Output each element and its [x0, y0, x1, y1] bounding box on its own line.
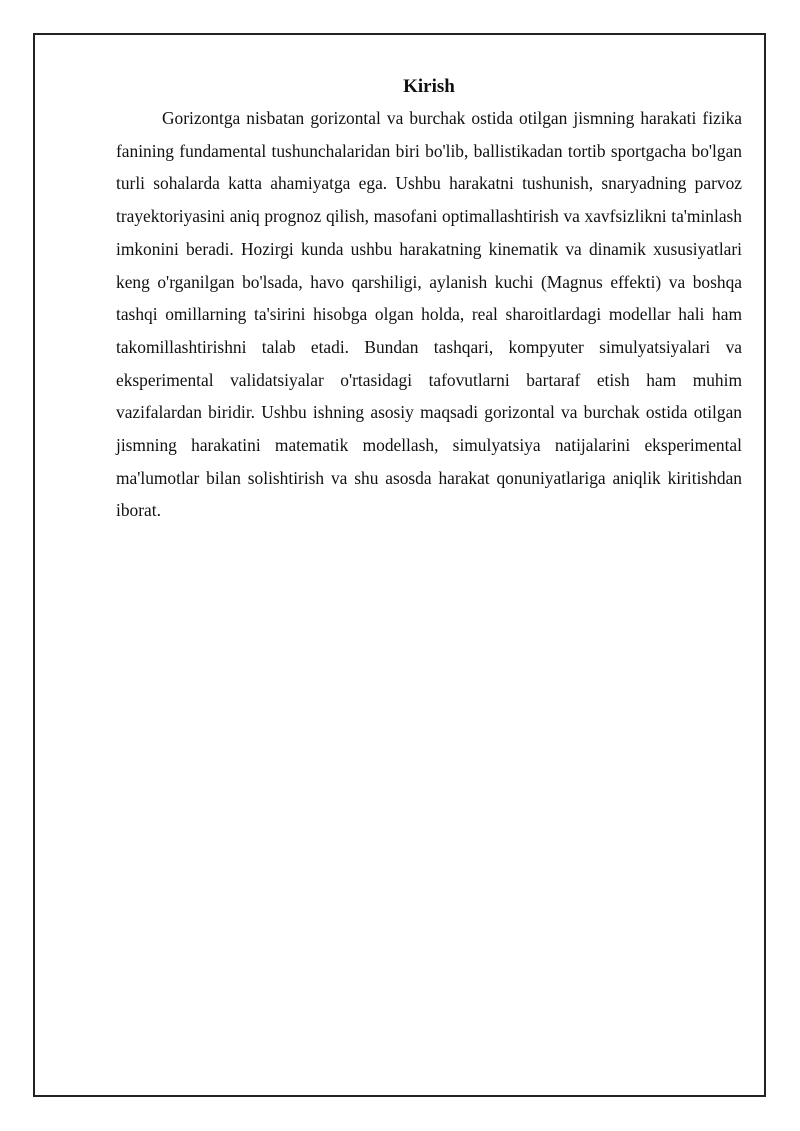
document-body — [116, 74, 742, 527]
section-title: Kirish — [403, 76, 455, 97]
intro-paragraph: Gorizontga nisbatan gorizontal va burchak ostida otilgan jismning harakati fizika fanining fundamental tushunchalaridan biri bo'lib, ballistikadan tortib sportgacha bo'lgan turli sohalarda katta ahamiyatga ega. Ushbu harakatni tushunish, snaryadning parvoz trayektoriyasini aniq prognoz qilish, masofani optimallashtirish va xavfsizlikni ta'minlash imkonini beradi. Hozirgi kunda ushbu harakatning kinematik va dinamik xususiyatlari keng o'rganilgan bo'lsada, havo qarshiligi, aylanish kuchi (Magnus effekti) va boshqa tashqi omillarning ta'sirini hisobga olgan holda, real sharoitlardagi modellar hali ham takomillashtirishni talab etadi. Bundan tashqari, kompyuter simulyatsiyalari va eksperimental validatsiyalar o'rtasidagi tafovutlarni bartaraf etish ham muhim vazifalardan biridir. Ushbu ishning asosiy maqsadi gorizontal va burchak ostida otilgan jismning harakatini matematik modellash, simulyatsiya natijalarini eksperimental ma'lumotlar bilan solishtirish va shu asosda harakat qonuniyatlariga aniqlik kiritishdan iborat. — [116, 108, 742, 521]
